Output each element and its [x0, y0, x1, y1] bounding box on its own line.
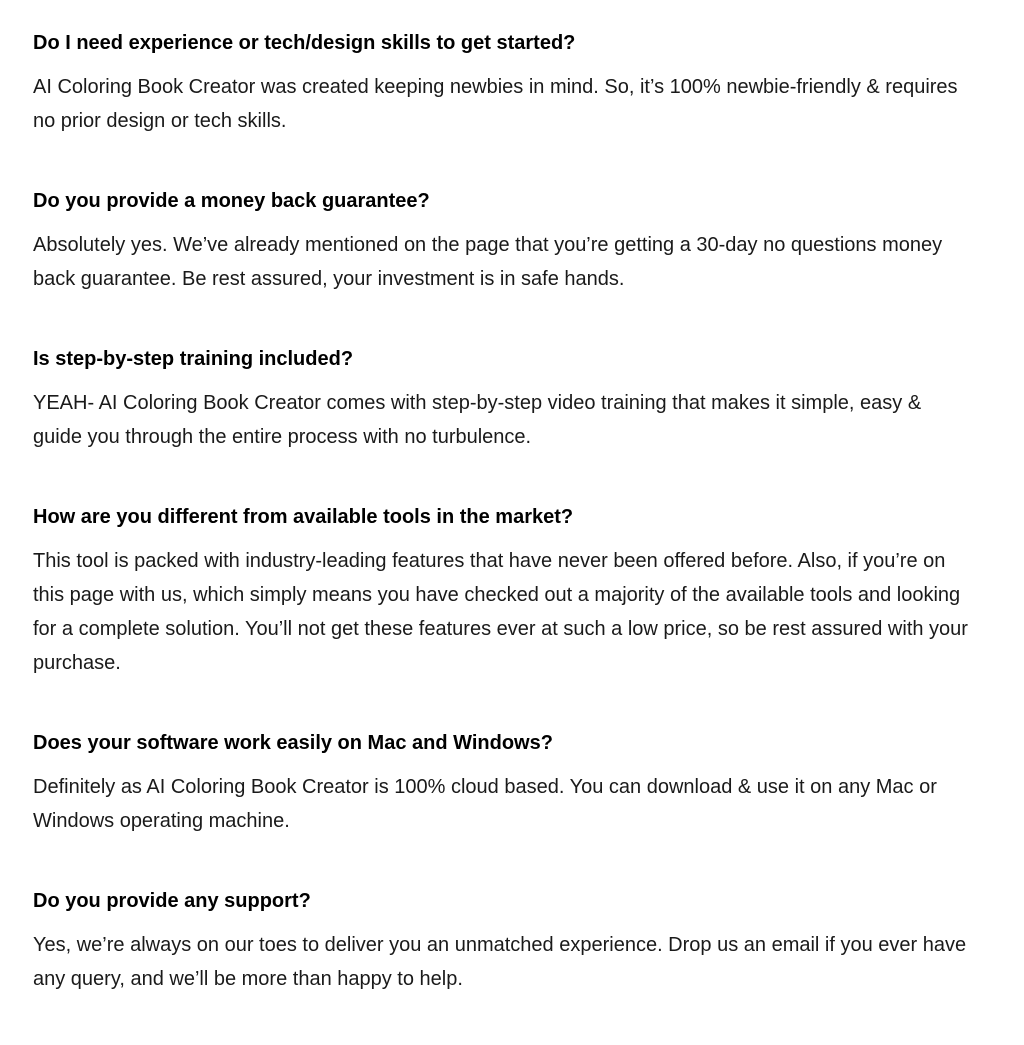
faq-answer: This tool is packed with industry-leading features that have never been offered before. Also, if you’re on this page with us, which simply means you have checked out a majority of the available tools and looking for a complete solution. You’ll not get these features ever at such a low price, so be rest assured with your purchase.	[33, 550, 968, 674]
faq-answer: YEAH- AI Coloring Book Creator comes with step-by-step video training that makes it simple, easy & guide you through the entire process with no turbulence.	[33, 392, 922, 448]
faq-question: Do you provide any support?	[33, 890, 311, 912]
faq-item-experience	[33, 29, 973, 138]
faq-question: Does your software work easily on Mac and Windows?	[33, 732, 553, 754]
faq-answer: Definitely as AI Coloring Book Creator is 100% cloud based. You can download & use it on any Mac or Windows operating machine.	[33, 776, 937, 832]
faq-question: Do I need experience or tech/design skills to get started?	[33, 32, 576, 54]
faq-item-support	[33, 887, 973, 996]
faq-item-money-back	[33, 187, 973, 296]
faq-answer: Yes, we’re always on our toes to deliver you an unmatched experience. Drop us an email if you ever have any query, and we’ll be more than happy to help.	[33, 934, 967, 990]
faq-item-training	[33, 345, 973, 454]
faq-answer: Absolutely yes. We’ve already mentioned on the page that you’re getting a 30-day no questions money back guarantee. Be rest assured, your investment is in safe hands.	[33, 234, 943, 290]
faq-item-difference	[33, 503, 973, 680]
faq-answer: AI Coloring Book Creator was created keeping newbies in mind. So, it’s 100% newbie-friendly & requires no prior design or tech skills.	[33, 76, 958, 132]
faq-item-mac-windows	[33, 729, 973, 838]
faq-question: How are you different from available tools in the market?	[33, 506, 574, 528]
faq-question: Is step-by-step training included?	[33, 348, 354, 370]
faq-question: Do you provide a money back guarantee?	[33, 190, 430, 212]
